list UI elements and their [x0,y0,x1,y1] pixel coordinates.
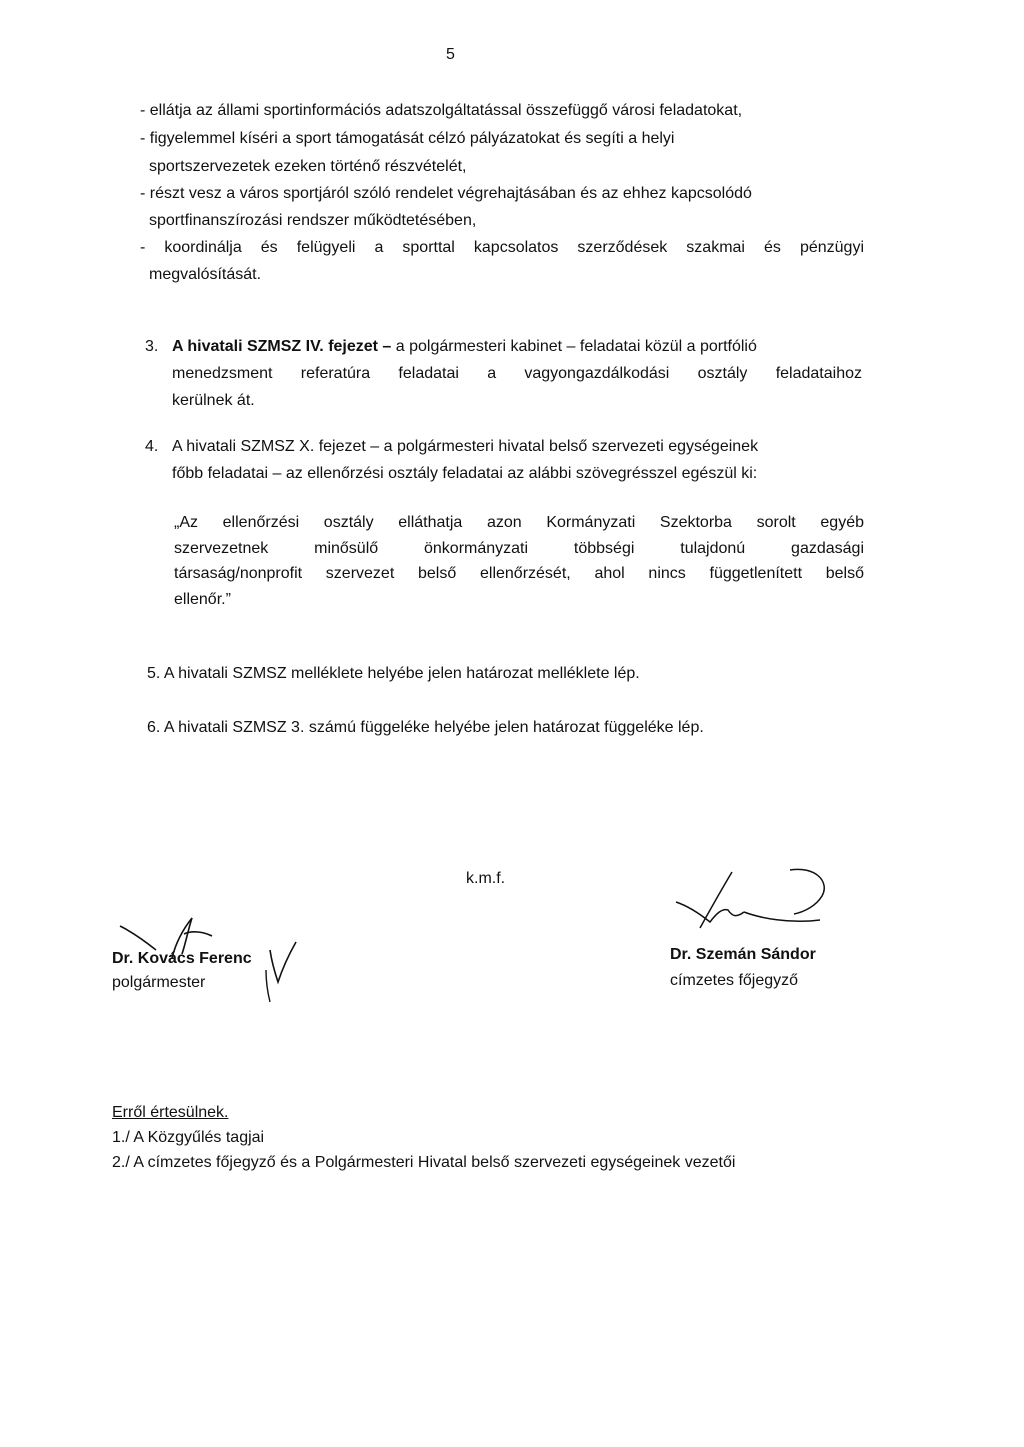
notify-item: 2./ A címzetes főjegyző és a Polgármesteri Hivatal belső szervezeti egységeinek vezetői [112,1154,736,1171]
kmf-label: k.m.f. [466,870,506,887]
notify-item: 1./ A Közgyűlés tagjai [112,1129,265,1146]
mayor-name: Dr. Kovács Ferenc [112,950,252,967]
bullet-line: sportszervezetek ezeken történő részvételét, [149,158,467,175]
bullet-line: megvalósítását. [149,266,262,283]
item3-line1-rest: a polgármesteri kabinet – feladatai közül a portfólió [391,338,757,355]
item6: 6. A hivatali SZMSZ 3. számú függeléke helyébe jelen határozat függeléke lép. [147,719,704,736]
item5: 5. A hivatali SZMSZ melléklete helyébe jelen határozat melléklete lép. [147,665,640,682]
item4-line1: A hivatali SZMSZ X. fejezet – a polgármesteri hivatal belső szervezeti egységeinek [172,438,759,455]
item3-number: 3. [145,338,159,355]
item3-line3: kerülnek át. [172,392,255,409]
quote-line: szervezetnek minősülő önkormányzati többségi tulajdonú gazdasági [174,540,864,557]
page-number: 5 [446,46,455,63]
item3-line1 [172,337,757,357]
item4-line2: főbb feladatai – az ellenőrzési osztály feladatai az alábbi szövegrésszel egészül ki: [172,465,758,482]
quote-line: társaság/nonprofit szervezet belső ellenőrzését, ahol nincs függetlenített belső [174,565,864,582]
bullet-line: - figyelemmel kíséri a sport támogatását célzó pályázatokat és segíti a helyi [140,130,675,147]
notary-name: Dr. Szemán Sándor [670,946,816,963]
notary-title: címzetes főjegyző [670,972,799,989]
notary-signature [670,862,850,934]
notify-heading: Erről értesülnek. [112,1104,229,1121]
bullet-line: - részt vesz a város sportjáról szóló rendelet végrehajtásában és az ehhez kapcsolódó [140,185,752,202]
item3-bold-heading: A hivatali SZMSZ IV. fejezet – [172,338,392,355]
bullet-line: - koordinálja és felügyeli a sporttal kapcsolatos szerződések szakmai és pénzügyi [140,239,864,256]
item4-number: 4. [145,438,159,455]
bullet-line: sportfinanszírozási rendszer működtetésében, [149,212,477,229]
quote-line: ellenőr.” [174,591,231,608]
item3-line2: menedzsment referatúra feladatai a vagyongazdálkodási osztály feladataihoz [172,365,862,382]
mayor-title: polgármester [112,974,206,991]
quote-line: „Az ellenőrzési osztály elláthatja azon Kormányzati Szektorba sorolt egyéb [174,514,864,531]
bullet-line: - ellátja az állami sportinformációs adatszolgáltatással összefüggő városi feladatokat, [140,102,743,119]
